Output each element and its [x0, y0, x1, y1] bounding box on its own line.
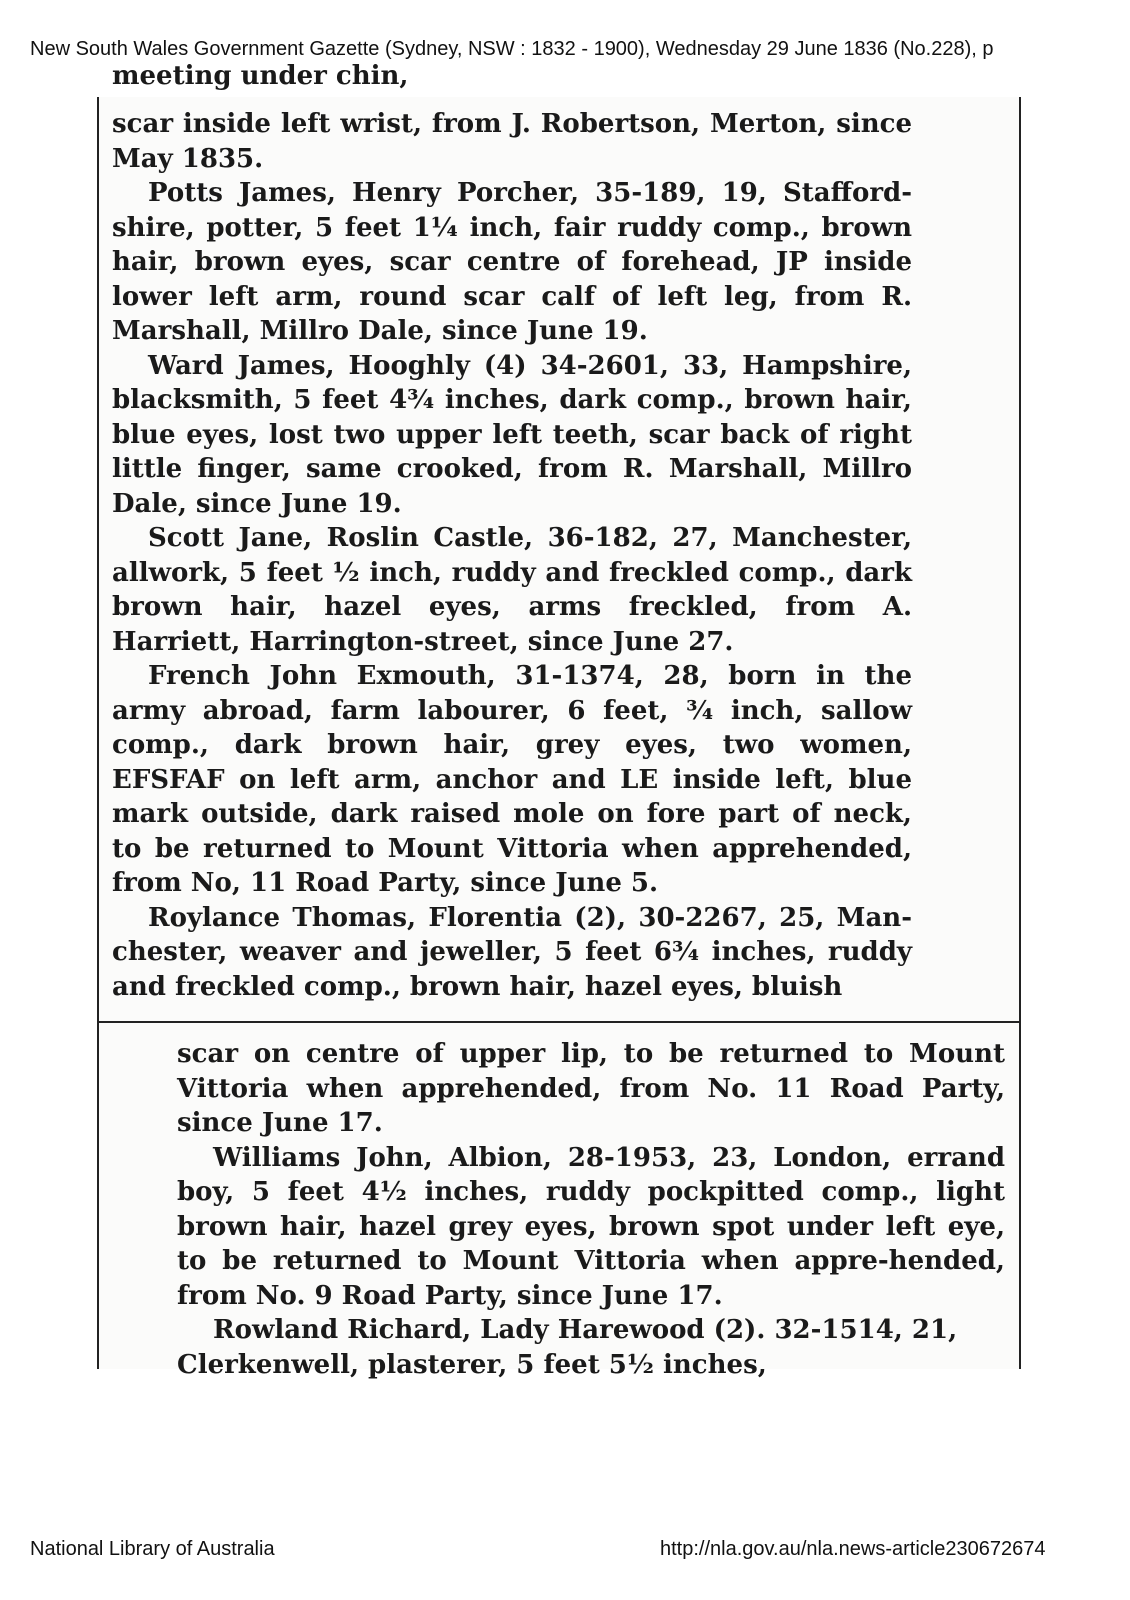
footer-url[interactable]: http://nla.gov.au/nla.news-article230672674: [660, 1538, 1046, 1560]
notice-entry: French John Exmouth, 31-1374, 28, born in the army abroad, farm labourer, 6 feet, ¾ inch, sallow comp., dark brown hair, grey eyes, two women, EFSFAF on left arm, anchor and LE inside left, blue mark outside, dark raised mole on fore part of neck, to be returned to Mount Vittoria when apprehended, from No, 11 Road Party, since June 5.: [112, 661, 912, 898]
entry-continuation: scar inside left wrist, from J. Robertson, Merton, since May 1835.: [112, 109, 912, 174]
article-column-top: [112, 61, 912, 1004]
notice-entry: Potts James, Henry Porcher, 35-189, 19, Stafford-shire, potter, 5 feet 1¼ inch, fair ruddy comp., brown hair, brown eyes, scar centre of forehead, JP inside lower left arm, round scar calf of left leg, from R. Marshall, Millro Dale, since June 19.: [112, 178, 912, 346]
truncated-line-text: meeting under chin,: [112, 61, 409, 91]
truncated-line: [177, 1348, 1005, 1380]
footer-source: National Library of Australia: [30, 1538, 275, 1560]
entry-continuation: scar on centre of upper lip, to be returned to Mount Vittoria when apprehended, from No. 11 Road Party, since June 17.: [177, 1039, 1005, 1138]
notice-entry: Roylance Thomas, Florentia (2), 30-2267, 25, Man-chester, weaver and jeweller, 5 feet 6¾ inches, ruddy and freckled comp., brown hair, hazel eyes, bluish: [112, 902, 912, 1002]
article-column-bottom: [177, 1037, 1005, 1380]
notice-entry: Rowland Richard, Lady Harewood (2). 32-1514, 21,: [213, 1315, 958, 1345]
newspaper-clipping: [97, 61, 1021, 1380]
column-divider: [99, 1021, 1019, 1023]
notice-entry: Ward James, Hooghly (4) 34-2601, 33, Hampshire, blacksmith, 5 feet 4¾ inches, dark comp., brown hair, blue eyes, lost two upper left teeth, scar back of right little finger, same crooked, from R. Marshall, Millro Dale, since June 19.: [112, 350, 912, 519]
page-title: New South Wales Government Gazette (Sydney, NSW : 1832 - 1900), Wednesday 29 June 1836 (No.228), p: [30, 38, 994, 60]
truncated-line: [112, 61, 912, 93]
notice-entry: Scott Jane, Roslin Castle, 36-182, 27, Manchester, allwork, 5 feet ½ inch, ruddy and freckled comp., dark brown hair, hazel eyes, arms freckled, from A. Harriett, Harrington-street, since June 27.: [112, 523, 912, 657]
notice-entry: Williams John, Albion, 28-1953, 23, London, errand boy, 5 feet 4½ inches, ruddy pockpitted comp., light brown hair, hazel grey eyes, brown spot under left eye, to be returned to Mount Vittoria when appre-hended, from No. 9 Road Party, since June 17.: [177, 1142, 1005, 1311]
truncated-line-text: Clerkenwell, plasterer, 5 feet 5½ inches,: [177, 1349, 767, 1380]
